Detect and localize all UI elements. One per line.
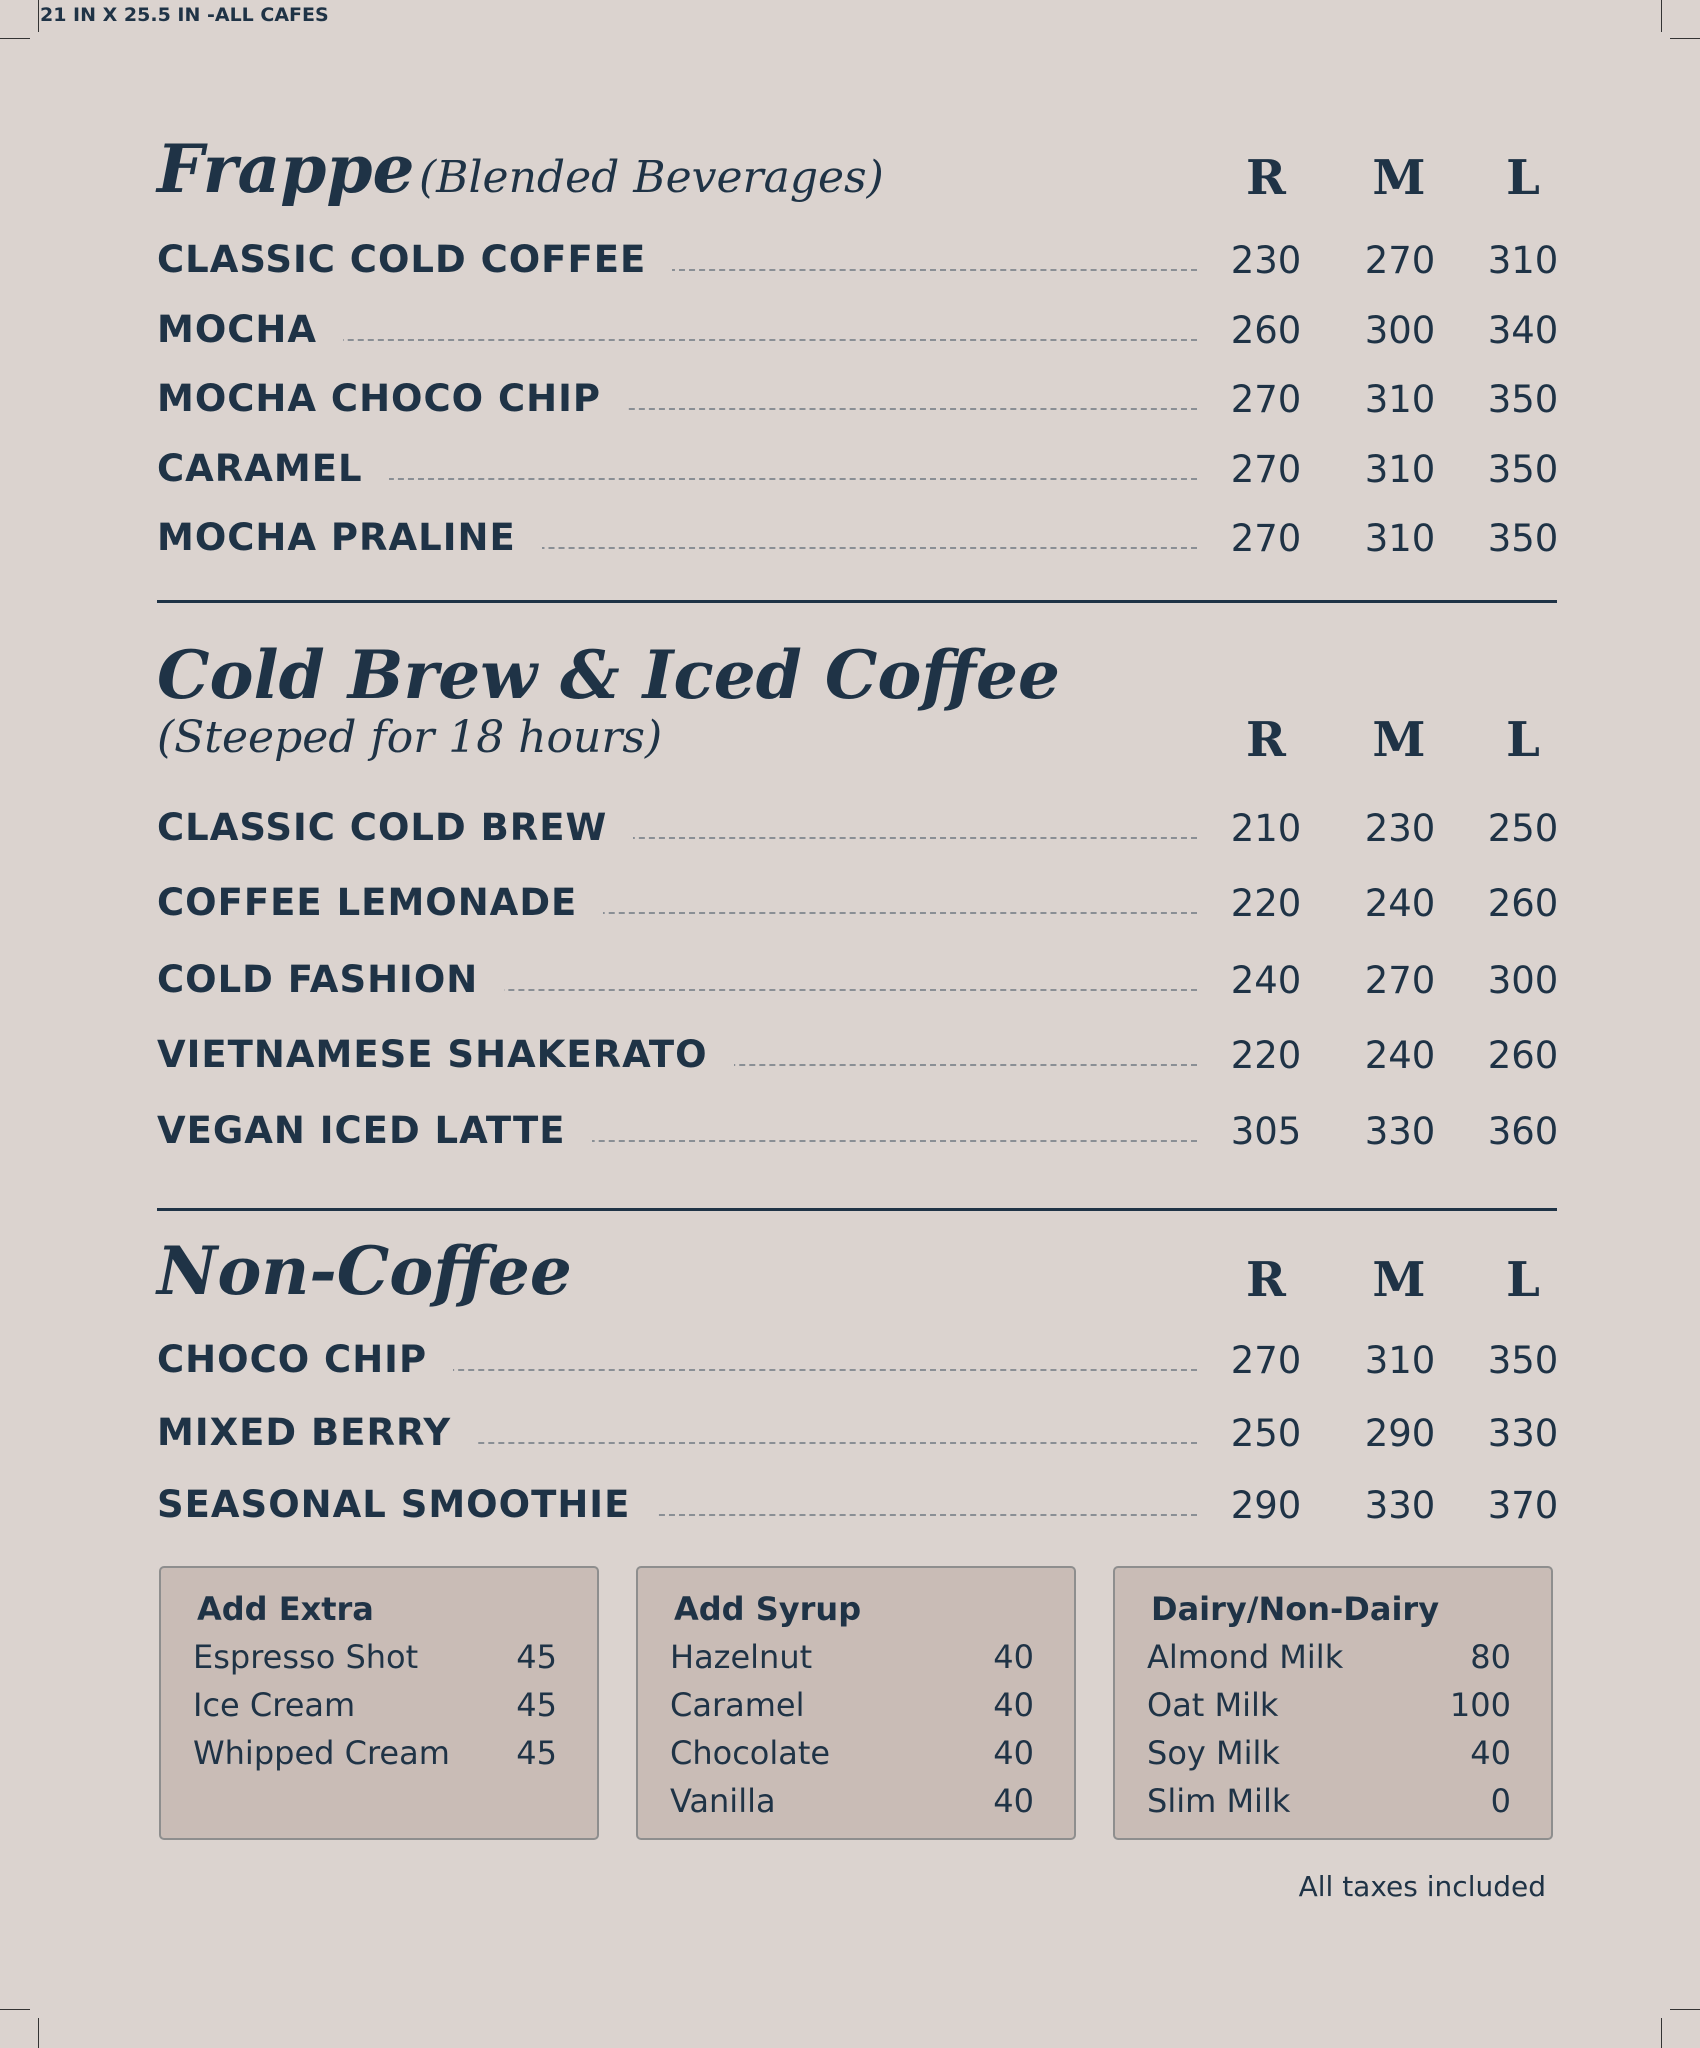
- menu-item-row: [157, 878, 1557, 938]
- addon-price: 80: [1470, 1638, 1511, 1676]
- menu-item-name: CARAMEL: [157, 444, 389, 494]
- dairy-title: Dairy/Non-Dairy: [1151, 1590, 1440, 1628]
- menu-item-name: COFFEE LEMONADE: [157, 878, 603, 928]
- add-extra-box: [159, 1566, 599, 1840]
- addon-price: 100: [1449, 1686, 1511, 1724]
- section-divider: [157, 600, 1557, 603]
- price-large: 360: [1487, 1110, 1559, 1153]
- menu-item-row: [157, 374, 1557, 434]
- crop-mark: [0, 2009, 30, 2010]
- price-regular: 270: [1230, 517, 1302, 560]
- print-size-label: 21 IN X 25.5 IN -ALL CAFES: [40, 4, 329, 26]
- addon-name: Chocolate: [670, 1734, 831, 1772]
- add-extra-title: Add Extra: [197, 1590, 374, 1628]
- addon-name: Soy Milk: [1147, 1734, 1280, 1772]
- price-medium: 240: [1364, 882, 1436, 925]
- crop-mark: [1670, 2009, 1700, 2010]
- addon-name: Hazelnut: [670, 1638, 813, 1676]
- menu-item-row: [157, 1335, 1557, 1395]
- menu-item-name: VEGAN ICED LATTE: [157, 1106, 592, 1156]
- section-title: [157, 130, 884, 208]
- menu-item-name: MOCHA CHOCO CHIP: [157, 374, 627, 424]
- addon-price: 45: [516, 1686, 557, 1724]
- addon-row: [670, 1782, 1034, 1828]
- non-coffee-title: Non-Coffee: [157, 1232, 572, 1310]
- menu-item-row: [157, 235, 1557, 295]
- price-regular: 260: [1230, 309, 1302, 352]
- price-medium: 300: [1364, 309, 1436, 352]
- crop-mark: [38, 0, 39, 32]
- price-regular: 305: [1230, 1110, 1302, 1153]
- crop-mark: [1670, 38, 1700, 39]
- menu-item-name: MOCHA PRALINE: [157, 513, 542, 563]
- menu-item-name: CLASSIC COLD COFFEE: [157, 235, 672, 285]
- crop-mark: [38, 2018, 39, 2048]
- menu-item-row: [157, 1480, 1557, 1540]
- price-medium: 310: [1364, 517, 1436, 560]
- add-syrup-title: Add Syrup: [674, 1590, 862, 1628]
- menu-item-row: [157, 803, 1557, 863]
- price-large: 300: [1487, 959, 1559, 1002]
- addon-name: Espresso Shot: [193, 1638, 419, 1676]
- menu-item-row: [157, 513, 1557, 573]
- addon-row: [670, 1638, 1034, 1684]
- menu-item-row: [157, 305, 1557, 365]
- size-header-regular: R: [1246, 1252, 1286, 1308]
- price-regular: 210: [1230, 807, 1302, 850]
- price-large: 340: [1487, 309, 1559, 352]
- price-large: 350: [1487, 1339, 1559, 1382]
- price-regular: 270: [1230, 378, 1302, 421]
- price-regular: 250: [1230, 1412, 1302, 1455]
- price-medium: 240: [1364, 1034, 1436, 1077]
- price-large: 260: [1487, 1034, 1559, 1077]
- size-header-medium: M: [1372, 1252, 1426, 1308]
- crop-mark: [0, 38, 30, 39]
- price-medium: 330: [1364, 1110, 1436, 1153]
- price-regular: 270: [1230, 448, 1302, 491]
- price-regular: 230: [1230, 239, 1302, 282]
- price-large: 330: [1487, 1412, 1559, 1455]
- menu-item-name: MOCHA: [157, 305, 343, 355]
- cold-brew-subtitle: (Steeped for 18 hours): [157, 712, 663, 763]
- addon-name: Vanilla: [670, 1782, 776, 1820]
- addon-price: 45: [516, 1638, 557, 1676]
- addon-name: Whipped Cream: [193, 1734, 450, 1772]
- menu-item-row: [157, 1408, 1557, 1468]
- addon-name: Caramel: [670, 1686, 805, 1724]
- addon-row: [1147, 1686, 1511, 1732]
- price-large: 350: [1487, 517, 1559, 560]
- size-header-large: L: [1506, 1252, 1540, 1308]
- section-divider: [157, 1208, 1557, 1211]
- menu-item-name: MIXED BERRY: [157, 1408, 477, 1458]
- addon-row: [193, 1638, 557, 1684]
- price-regular: 220: [1230, 882, 1302, 925]
- price-medium: 310: [1364, 448, 1436, 491]
- addon-row: [670, 1686, 1034, 1732]
- crop-mark: [1661, 2018, 1662, 2048]
- price-large: 350: [1487, 448, 1559, 491]
- price-medium: 230: [1364, 807, 1436, 850]
- frappe-subtitle: (Blended Beverages): [418, 152, 884, 203]
- addon-name: Oat Milk: [1147, 1686, 1279, 1724]
- menu-item-row: [157, 1030, 1557, 1090]
- menu-item-row: [157, 1106, 1557, 1166]
- price-medium: 290: [1364, 1412, 1436, 1455]
- addon-row: [670, 1734, 1034, 1780]
- price-regular: 270: [1230, 1339, 1302, 1382]
- menu-item-name: SEASONAL SMOOTHIE: [157, 1480, 656, 1530]
- addon-row: [193, 1686, 557, 1732]
- price-medium: 310: [1364, 1339, 1436, 1382]
- taxes-note: All taxes included: [1298, 1870, 1546, 1903]
- addon-price: 40: [993, 1782, 1034, 1820]
- addon-name: Almond Milk: [1147, 1638, 1344, 1676]
- addon-price: 40: [993, 1638, 1034, 1676]
- crop-mark: [1661, 0, 1662, 32]
- size-header-large: L: [1506, 150, 1540, 206]
- addon-row: [1147, 1734, 1511, 1780]
- price-regular: 220: [1230, 1034, 1302, 1077]
- addon-price: 40: [993, 1686, 1034, 1724]
- size-header-large: L: [1506, 712, 1540, 768]
- addon-price: 40: [1470, 1734, 1511, 1772]
- menu-item-row: [157, 955, 1557, 1015]
- frappe-title: Frappe: [157, 130, 415, 208]
- price-regular: 290: [1230, 1484, 1302, 1527]
- menu-item-name: CHOCO CHIP: [157, 1335, 453, 1385]
- price-medium: 330: [1364, 1484, 1436, 1527]
- price-large: 250: [1487, 807, 1559, 850]
- price-medium: 270: [1364, 239, 1436, 282]
- size-header-medium: M: [1372, 150, 1426, 206]
- price-regular: 240: [1230, 959, 1302, 1002]
- addon-name: Slim Milk: [1147, 1782, 1291, 1820]
- price-large: 370: [1487, 1484, 1559, 1527]
- menu-item-row: [157, 444, 1557, 504]
- addon-price: 0: [1490, 1782, 1511, 1820]
- add-syrup-box: [636, 1566, 1076, 1840]
- addon-price: 40: [993, 1734, 1034, 1772]
- addon-row: [193, 1734, 557, 1780]
- size-header-regular: R: [1246, 712, 1286, 768]
- addon-row: [1147, 1782, 1511, 1828]
- size-header-regular: R: [1246, 150, 1286, 206]
- price-medium: 310: [1364, 378, 1436, 421]
- addon-row: [1147, 1638, 1511, 1684]
- menu-item-name: COLD FASHION: [157, 955, 504, 1005]
- cold-brew-title: Cold Brew & Iced Coffee: [157, 636, 1060, 714]
- price-large: 260: [1487, 882, 1559, 925]
- addon-price: 45: [516, 1734, 557, 1772]
- price-large: 310: [1487, 239, 1559, 282]
- price-medium: 270: [1364, 959, 1436, 1002]
- size-header-medium: M: [1372, 712, 1426, 768]
- price-large: 350: [1487, 378, 1559, 421]
- addon-name: Ice Cream: [193, 1686, 356, 1724]
- menu-item-name: CLASSIC COLD BREW: [157, 803, 633, 853]
- dairy-box: [1113, 1566, 1553, 1840]
- menu-item-name: VIETNAMESE SHAKERATO: [157, 1030, 734, 1080]
